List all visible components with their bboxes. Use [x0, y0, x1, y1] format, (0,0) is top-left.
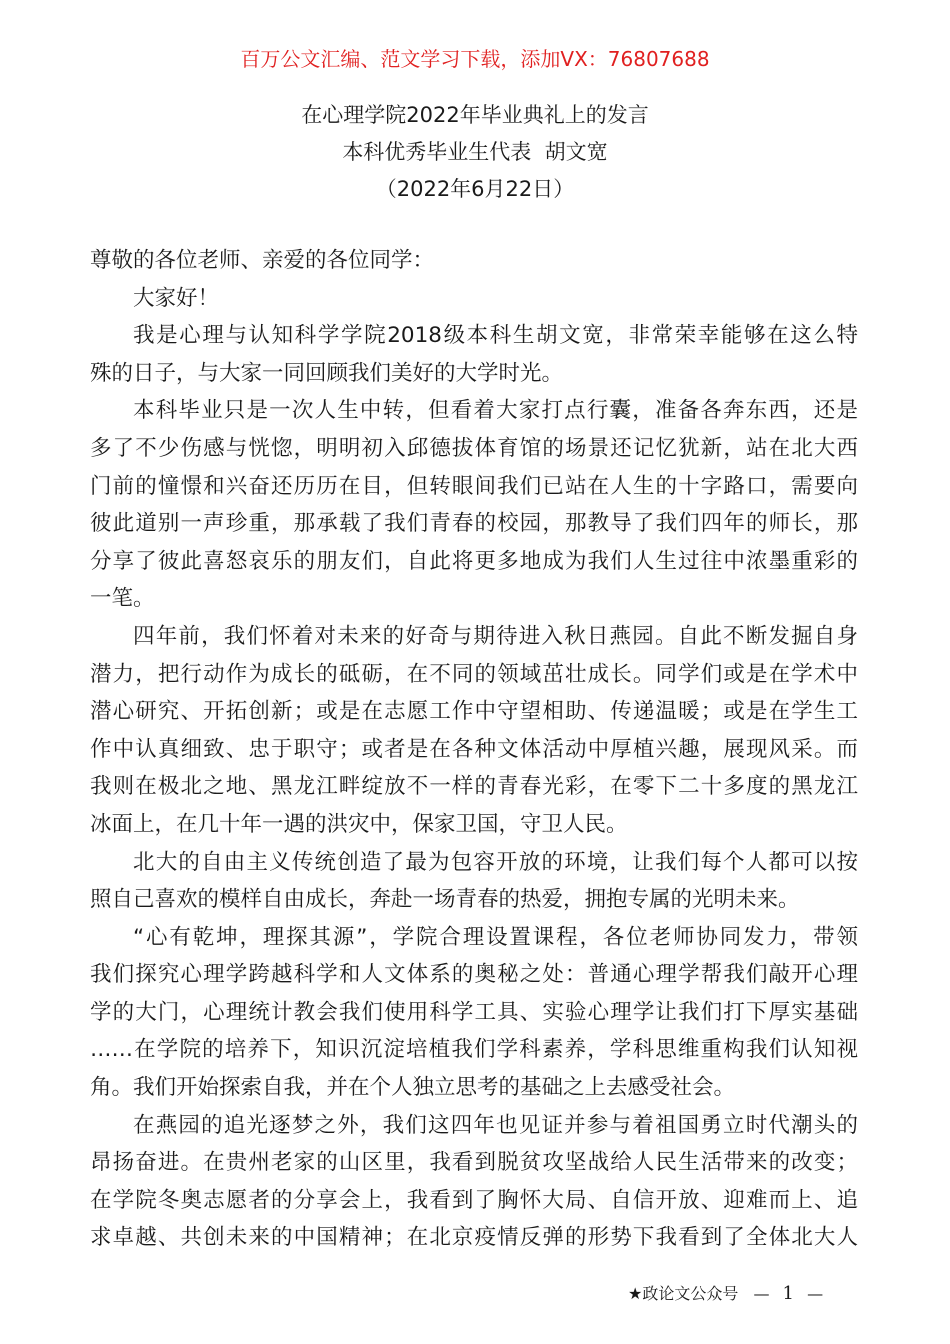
speaker-line: 本科优秀毕业生代表 胡文宽: [342, 140, 608, 164]
paragraph-line: 大家好！: [133, 285, 220, 311]
paragraph-line: 潜力，把行动作为成长的砥砺，在不同的领域茁壮成长。同学们或是在学术中: [90, 661, 858, 687]
document-title-block: [0, 97, 950, 208]
document-body: [90, 242, 858, 1257]
paragraph-line: 多了不少伤感与恍惚，明明初入邱德拔体育馆的场景还记忆犹新，站在北大西: [90, 435, 858, 461]
paragraph-line: 我是心理与认知科学学院2018级本科生胡文宽，非常荣幸能够在这么特: [133, 323, 858, 349]
salutation: 尊敬的各位老师、亲爱的各位同学：: [90, 248, 435, 273]
paragraph-line: 四年前，我们怀着对未来的好奇与期待进入秋日燕园。自此不断发掘自身: [133, 623, 858, 649]
paragraph-line: 在学院冬奥志愿者的分享会上，我看到了胸怀大局、自信开放、迎难而上、追: [90, 1187, 858, 1213]
paragraph-line: 求卓越、共创未来的中国精神；在北京疫情反弹的形势下我看到了全体北大人: [90, 1225, 858, 1251]
paragraph-line: 昂扬奋进。在贵州老家的山区里，我看到脱贫攻坚战给人民生活带来的改变；: [90, 1150, 858, 1176]
paragraph-line: 北大的自由主义传统创造了最为包容开放的环境，让我们每个人都可以按: [133, 849, 858, 875]
footer-dash-left: —: [753, 1284, 770, 1303]
paragraph-line: ……在学院的培养下，知识沉淀培植我们学科素养，学科思维重构我们认知视: [90, 1037, 858, 1063]
page-footer: [628, 1283, 823, 1305]
page-number: 1: [782, 1283, 794, 1304]
paragraph-line: 在燕园的追光逐梦之外，我们这四年也见证并参与着祖国勇立时代潮头的: [133, 1112, 858, 1138]
paragraph-line: 一笔。: [90, 586, 155, 612]
paragraph-line: 殊的日子，与大家一同回顾我们美好的大学时光。: [90, 360, 564, 386]
speech-date: （2022年6月22日）: [375, 177, 575, 201]
paragraph-line: 潜心研究、开拓创新；或是在志愿工作中守望相助、传递温暖；或是在学生工: [90, 699, 858, 725]
paragraph-line: 作中认真细致、忠于职守；或者是在各种文体活动中厚植兴趣，展现风采。而: [90, 736, 858, 762]
header-watermark-note: 百万公文汇编、范文学习下载，添加VX：76807688: [240, 47, 710, 71]
paragraph-line: 我们探究心理学跨越科学和人文体系的奥秘之处：普通心理学帮我们敲开心理: [90, 962, 858, 988]
paragraph-line: 分享了彼此喜怒哀乐的朋友们，自此将更多地成为我们人生过往中浓墨重彩的: [90, 548, 858, 574]
paragraph-line: 我则在极北之地、黑龙江畔绽放不一样的青春光彩，在零下二十多度的黑龙江: [90, 774, 858, 800]
paragraph-line: 学的大门，心理统计教会我们使用科学工具、实验心理学让我们打下厚实基础: [90, 999, 858, 1025]
paragraph-line: 本科毕业只是一次人生中转，但看着大家打点行囊，准备各奔东西，还是: [133, 398, 858, 424]
footer-source-label: ★政论文公众号: [628, 1284, 739, 1303]
footer-dash-right: —: [807, 1284, 824, 1303]
document-title: 在心理学院2022年毕业典礼上的发言: [301, 103, 649, 127]
paragraph-line: 彼此道别一声珍重，那承载了我们青春的校园，那教导了我们四年的师长，那: [90, 511, 858, 537]
paragraph-line: “心有乾坤，理探其源”，学院合理设置课程，各位老师协同发力，带领: [133, 924, 858, 950]
paragraph-line: 门前的憧憬和兴奋还历历在目，但转眼间我们已站在人生的十字路口，需要向: [90, 473, 858, 499]
paragraph-line: 角。我们开始探索自我，并在个人独立思考的基础之上去感受社会。: [90, 1075, 736, 1101]
paragraph-line: 照自己喜欢的模样自由成长，奔赴一场青春的热爱，拥抱专属的光明未来。: [90, 887, 800, 913]
paragraph-line: 冰面上，在几十年一遇的洪灾中，保家卫国，守卫人民。: [90, 811, 628, 837]
